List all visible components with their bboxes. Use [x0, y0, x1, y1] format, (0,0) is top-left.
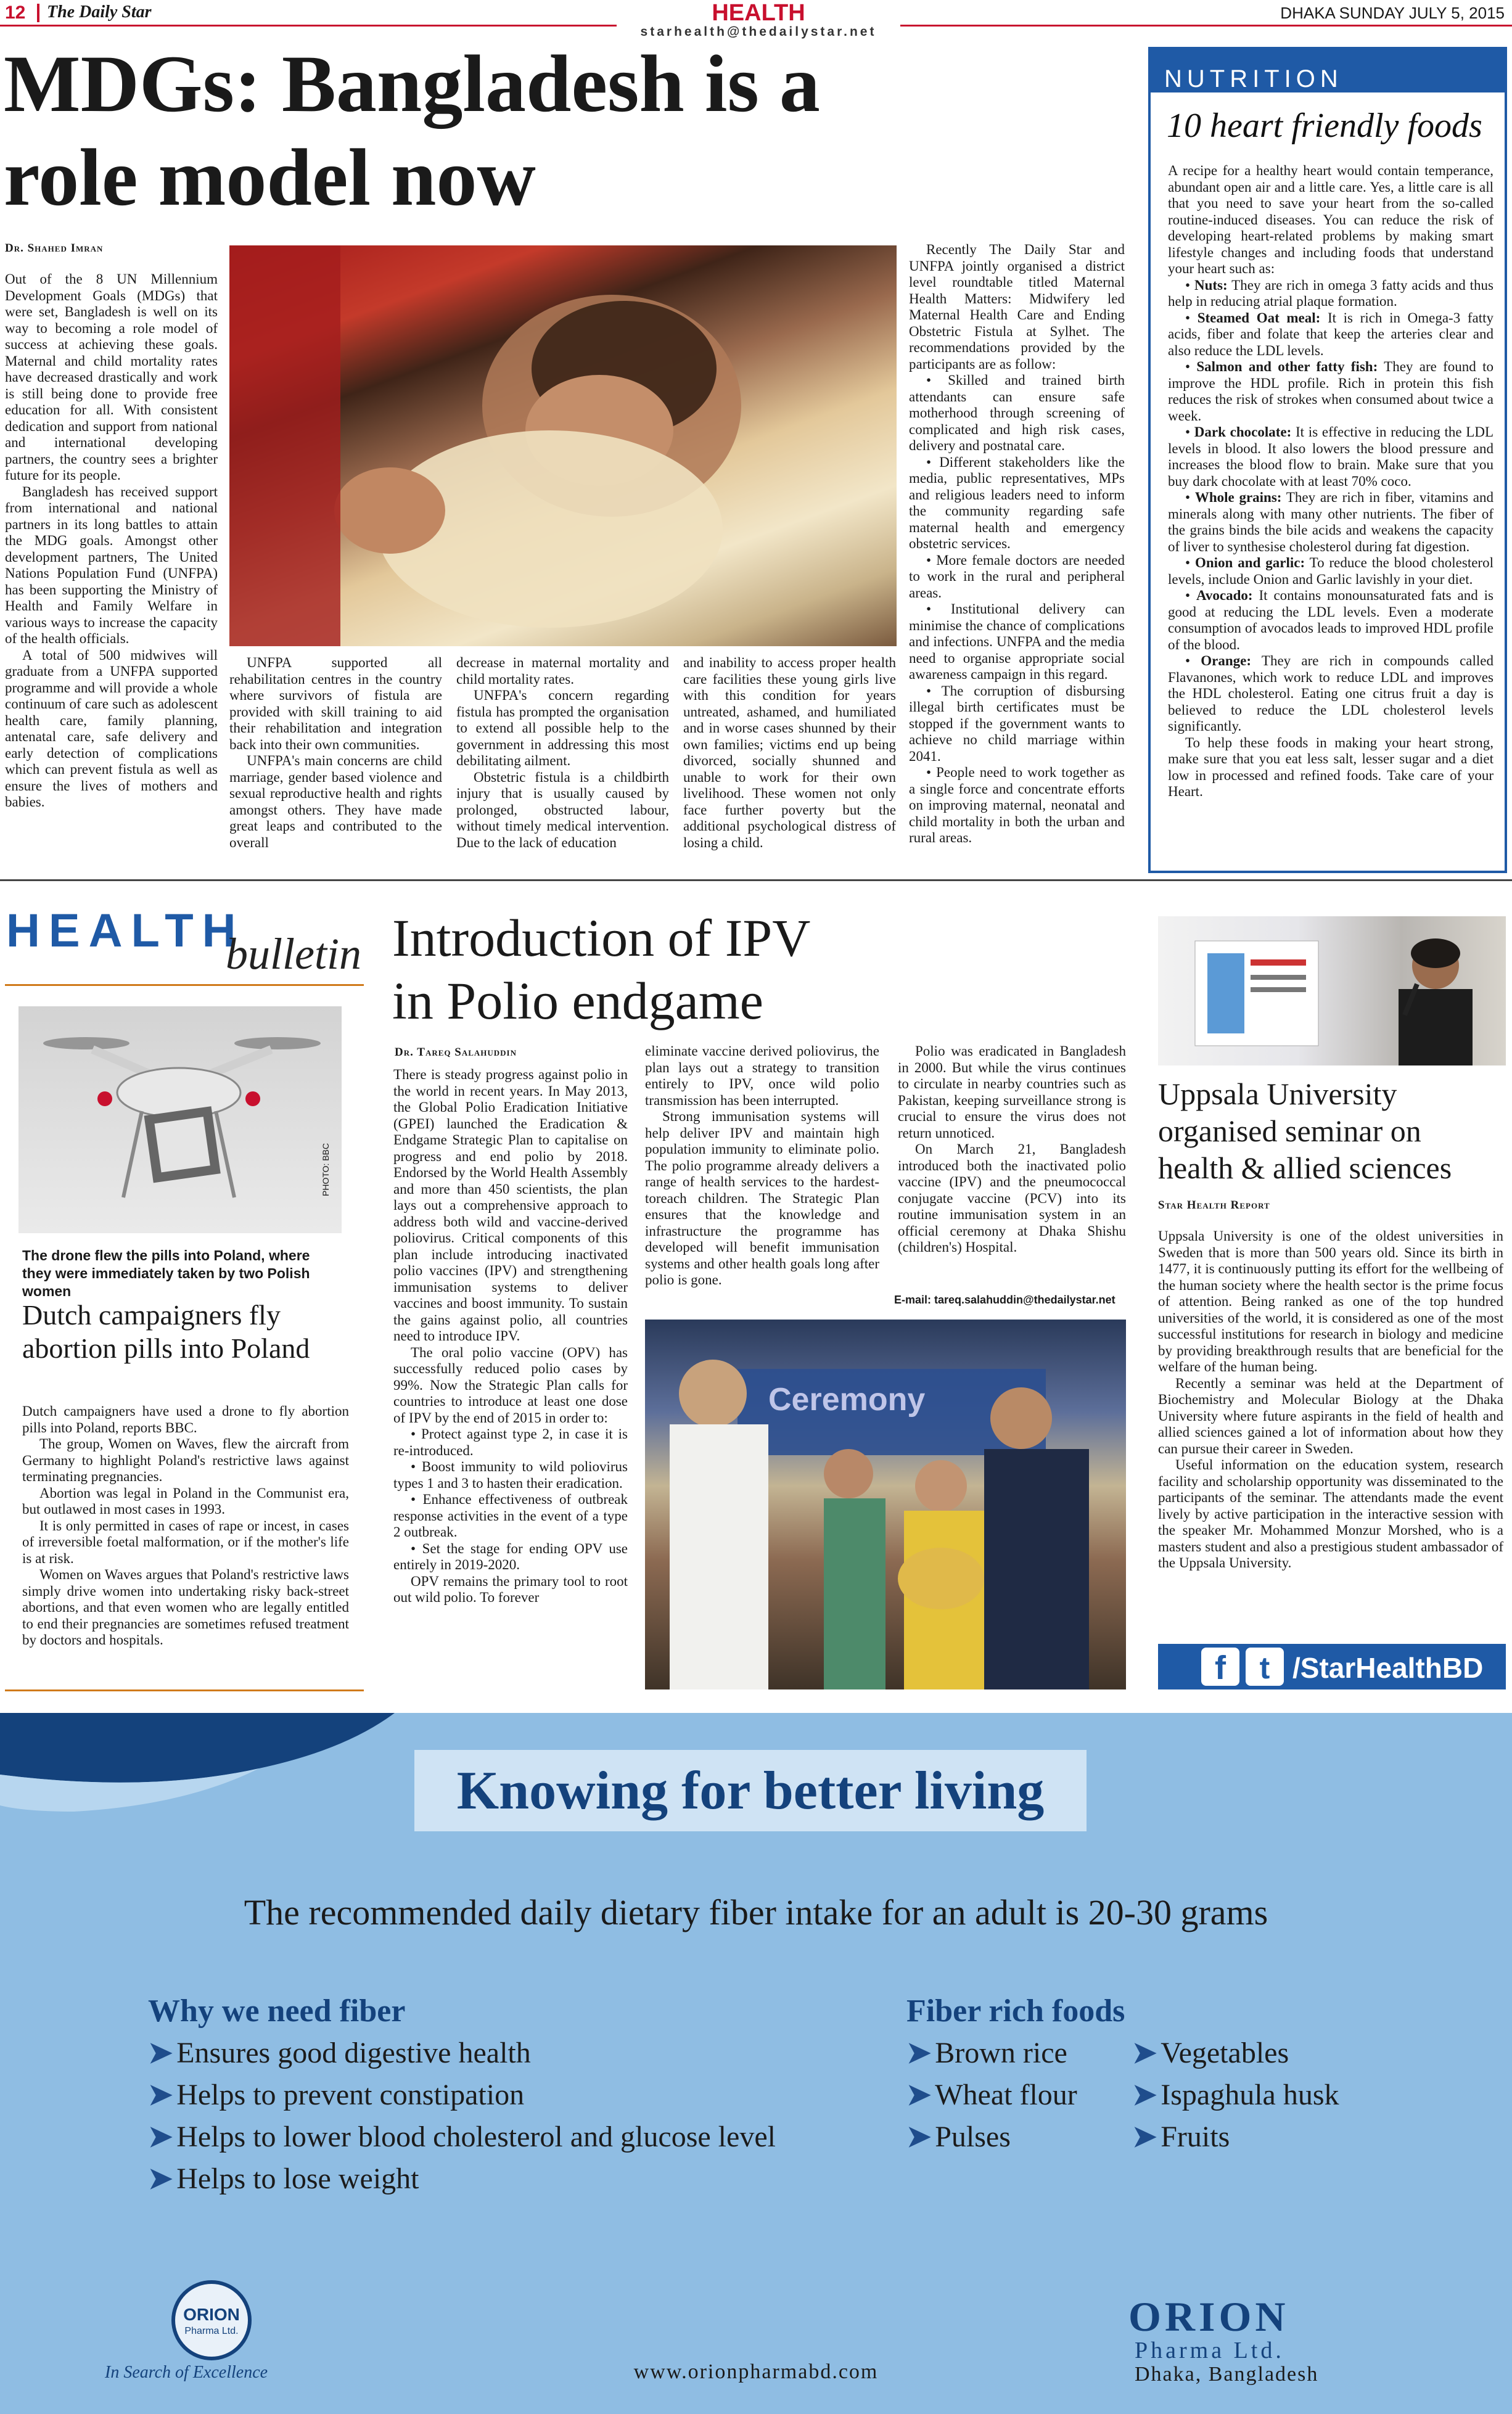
- ipv-col3-p1: Polio was eradicated in Bangladesh in 2000. But while the virus continues to circulate in nearby countries such as Pakistan, keeping surveillance strong is crucial to ensure the virus does not return unnoticed.: [898, 1043, 1126, 1141]
- uppsala-p1: Uppsala University is one of the oldest universities in Sweden that is more than 500 years old. Since its birth in 1477, it is continuously putting its effort for the wellbeing of the human society where the health sector is the prime focus of attention. Being ranked as one of the top hundred universities of the world, it is considered as one of the most successful institutions for research in biology and medicine by providing breakthrough results that are beneficial for the welfare of the human being.: [1158, 1228, 1503, 1374]
- bulletin-p5: Women on Waves argues that Poland's restrictive laws simply drive women into undertaking risky back-street abortions, and that even women who are legally entitled to end their pregnancies are sometimes refused treatment by doctors and hospitals.: [22, 1567, 349, 1648]
- main-col5-point5: • The corruption of disbursing illegal birth certificates must be stopped if the government wants to achieve no child marriage within 2041.: [909, 683, 1125, 764]
- nutrition-item-text: They are rich in omega 3 fatty acids and thus help in reducing atrial plaque formation.: [1168, 277, 1494, 309]
- drone-photo-credit: PHOTO: BBC: [321, 1143, 331, 1196]
- bulletin-bottom-rule: [5, 1689, 364, 1691]
- ceremony-banner-text: Ceremony: [768, 1382, 926, 1418]
- nutrition-body: [1168, 163, 1494, 800]
- nutrition-item-text: It contains monounsaturated fats and is good at reducing the LDL levels. Even a moderate consumption of avocados leads to improved HDL profile of the blood.: [1168, 588, 1494, 652]
- main-headline-line1: MDGs: Bangladesh is a: [4, 38, 820, 129]
- ipv-col2: [645, 1043, 879, 1289]
- main-col2: [229, 655, 442, 851]
- main-col5-point3-text: More female doctors are needed to work in the rural and peripheral areas.: [909, 552, 1125, 601]
- nutrition-item-text: It is rich in Omega-3 fatty acids, fiber and folate that keep the arteries clear and also reduce the LDL levels.: [1168, 310, 1494, 358]
- main-col5-point4-text: Institutional delivery can minimise the chance of complications and infections. UNFPA and the media need to organise appropriate social awareness campaign in this regard.: [909, 601, 1125, 682]
- masthead-rule: [0, 25, 617, 27]
- nutrition-intro: A recipe for a healthy heart would contain temperance, abundant open air and a little care. Yes, a little care is all that you need to save your heart from the so-called routine-induced diseases. You can reduce the risk of developing heart-related problems by making smart lifestyle changes and including foods that understand your heart such as:: [1168, 163, 1494, 276]
- nutrition-title: 10 heart friendly foods: [1167, 107, 1482, 145]
- ipv-headline: [392, 906, 1132, 1032]
- ipv-col3-p2: On March 21, Bangladesh introduced both the inactivated polio vaccine (IPV) and the pneumococcal conjugate vaccine (PCV) into its routine immunisation system in an official ceremony at Dhaka Shishu (children's) Hospital.: [898, 1141, 1126, 1255]
- arrow-right-icon: ➤: [148, 2120, 173, 2153]
- paper-name: The Daily Star: [47, 2, 152, 22]
- ad-food-item-text: Fruits: [1161, 2120, 1230, 2153]
- nutrition-item: • Avocado: It contains monounsaturated fats and is good at reducing the LDL levels. Even a moderate consumption of avocados leads to improved HDL profile of the blood.: [1168, 588, 1494, 652]
- ad-foods-col1: [906, 2032, 1077, 2158]
- main-byline: Dr. Shahed Imran: [5, 242, 104, 255]
- ceremony-illustration: [645, 1320, 1126, 1689]
- ipv-email: E-mail: tareq.salahuddin@thedailystar.net: [894, 1294, 1116, 1306]
- bulletin-p3: Abortion was legal in Poland in the Communist era, but outlawed in most cases in 1993.: [22, 1485, 349, 1517]
- ad-why-item: [148, 2158, 776, 2200]
- ceremony-photo: [645, 1320, 1126, 1689]
- ad-food-item-text: Wheat flour: [935, 2079, 1077, 2111]
- ad-why-item: [148, 2074, 776, 2116]
- section-title: HEALTH: [712, 0, 805, 26]
- social-handle[interactable]: /StarHealthBD: [1292, 1652, 1484, 1684]
- uppsala-photo-art: [1158, 916, 1506, 1065]
- nutrition-item-name: Onion and garlic:: [1194, 555, 1305, 570]
- ad-food-item-text: Pulses: [935, 2120, 1011, 2153]
- uppsala-byline: Star Health Report: [1158, 1199, 1270, 1212]
- arrow-right-icon: ➤: [148, 2037, 173, 2069]
- ad-food-item: [1132, 2074, 1339, 2116]
- nutrition-item-name: Steamed Oat meal:: [1197, 310, 1321, 326]
- main-headline-line2: role model now: [4, 132, 536, 223]
- arrow-right-icon: ➤: [906, 2079, 932, 2111]
- ad-food-item: [906, 2116, 1077, 2158]
- ipv-point-text: Protect against type 2, in case it is re-introduced.: [393, 1426, 628, 1458]
- main-col1-p2: Bangladesh has received support from international and national partners in its long battles to attain the MDG goals. Amongst other development partners, The United Nations Population Fund (UNFPA) has been supporting the Ministry of Health and Family Welfare in various ways to increase the capacity of the health officials.: [5, 483, 218, 646]
- orion-small-logo-text: ORION: [183, 2305, 240, 2324]
- arrow-right-icon: ➤: [1132, 2037, 1157, 2069]
- arrow-right-icon: ➤: [906, 2120, 932, 2153]
- ipv-point: • Protect against type 2, in case it is re-introduced.: [393, 1426, 628, 1458]
- main-col5-point4: • Institutional delivery can minimise the chance of complications and infections. UNFPA and the media need to organise appropriate social awareness campaign in this regard.: [909, 601, 1125, 682]
- arrow-right-icon: ➤: [1132, 2120, 1157, 2153]
- main-col5-intro: Recently The Daily Star and UNFPA jointly organised a district level roundtable titled Maternal Health Matters: Midwifery led Maternal Health Care and Ending Obstetric Fistula at Sylhet. The recommendations provided by the participants are as follow:: [909, 242, 1125, 372]
- drone-caption: The drone flew the pills into Poland, where they were immediately taken by two Polish women: [22, 1247, 310, 1299]
- orion-big-logo: ORION: [1128, 2293, 1289, 2340]
- ad-why-list: [148, 2032, 776, 2200]
- nutrition-item: • Dark chocolate: It is effective in reducing the LDL levels in blood. It also lowers the blood pressure and increases the blood flow to brain. Make sure that you buy dark chocolate with at least 70% coco.: [1168, 424, 1494, 489]
- nutrition-item: • Whole grains: They are rich in fiber, vitamins and minerals along with many other nutrients. The fiber of the grains binds the bile acids and weakens the capacity of liver to synthesise cholesterol during fat digestion.: [1168, 490, 1494, 554]
- ipv-col2-p2: Strong immunisation systems will help deliver IPV and maintain high population immunity to eliminate polio. The polio programme already delivers a range of health services to the hardest-toreach children. The Strategic Plan ensures that the knowledge and infrastructure the programme has developed will benefit immunisation systems and other health goals long after polio is gone.: [645, 1109, 879, 1287]
- main-col3-p1: decrease in maternal mortality and child mortality rates.: [456, 655, 669, 687]
- main-col5-point6-text: People need to work together as a single force and concentrate efforts on improving maternal, neonatal and child mortality in both the urban and rural areas.: [909, 765, 1125, 845]
- nutrition-item-name: Whole grains:: [1194, 490, 1282, 505]
- uppsala-photo: [1158, 916, 1506, 1065]
- main-col1-p1: Out of the 8 UN Millennium Development Goals (MDGs) that were set, Bangladesh is well on its way to becoming a role model of success at achieving these goals. Maternal and child mortality rates have decreased drastically and work is still being done to provide free education for all. With consistent dedication and support from national and international developing partners, the country sees a brighter future for its people.: [5, 271, 218, 483]
- ipv-col1-p2: The oral polio vaccine (OPV) has successfully reduced polio cases by 99%. Now the Strategic Plan calls for countries to introduce at least one dose of IPV by the end of 2015 in order to:: [393, 1344, 628, 1426]
- main-col5-point2: • Different stakeholders like the media, public representatives, MPs and religious leaders need to inform the community regarding safe maternal health and emergency obstetric services.: [909, 454, 1125, 551]
- main-col3-p2: UNFPA's concern regarding fistula has prompted the organisation to extend all possible help to the government in addressing this most debilitating ailment.: [456, 688, 669, 768]
- ad-tagline: In Search of Excellence: [105, 2363, 268, 2382]
- ad-why-item: [148, 2032, 776, 2074]
- main-col3: [456, 655, 669, 851]
- main-col1-p3: A total of 500 midwives will graduate from a UNFPA supported programme and will provide a whole continuum of care such as adolescent health care, family planning, antenatal care, safe delivery and early detection of complications which can prevent fistula as well as ensure the lives of mothers and babies.: [5, 647, 218, 810]
- nutrition-item-text: They are rich in fiber, vitamins and minerals along with many other nutrients. The fiber of the grains binds the bile acids and weakens the capacity of liver to synthesise cholesterol during fat digestion.: [1168, 490, 1494, 554]
- main-col5-point5-text: The corruption of disbursing illegal birth certificates must be stopped if the government wants to achieve no child marriage within 2041.: [909, 683, 1125, 764]
- orion-small-logo-sub: Pharma Ltd.: [184, 2326, 239, 2336]
- ad-foods-title: Fiber rich foods: [906, 1993, 1125, 2029]
- main-col1: [5, 271, 218, 811]
- ad-why-item-text: Helps to lower blood cholesterol and glucose level: [176, 2120, 776, 2153]
- baby-photo-art: [229, 245, 897, 646]
- ad-headline: Knowing for better living: [456, 1761, 1045, 1821]
- bulletin-word-health: HEALTH: [6, 905, 245, 957]
- nutrition-item-name: Avocado:: [1196, 588, 1253, 603]
- baby-photo: [229, 245, 897, 646]
- main-col5-point1: • Skilled and trained birth attendants can ensure safe motherhood through screening of complicated and high risk cases, delivery and postnatal care.: [909, 372, 1125, 453]
- main-col3-p3: Obstetric fistula is a childbirth injury that is usually caused by prolonged, obstructed labour, without timely medical intervention. Due to the lack of education: [456, 769, 669, 850]
- nutrition-item: • Onion and garlic: To reduce the blood cholesterol levels, include Onion and Garlic lavishly in your diet.: [1168, 555, 1494, 587]
- section-email: starhealth@thedailystar.net: [640, 25, 877, 39]
- arrow-right-icon: ➤: [906, 2037, 932, 2069]
- ipv-point-text: Enhance effectiveness of outbreak response activities in the event of a type 2 outbreak.: [393, 1492, 628, 1540]
- ipv-point: • Set the stage for ending OPV use entirely in 2019-2020.: [393, 1540, 628, 1572]
- nutrition-item-name: Salmon and other fatty fish:: [1196, 359, 1378, 374]
- nutrition-item-text: They are rich in compounds called Flavanones, which work to reduce LDL and improves the HDL cholesterol. Eating one citrus fruit a day is believed to reduce the LDL cholesterol levels significantly.: [1168, 653, 1494, 734]
- divider-bar: [37, 4, 39, 22]
- nutrition-item: • Steamed Oat meal: It is rich in Omega-3 fatty acids, fiber and folate that keep the arteries clear and also reduce the LDL levels.: [1168, 310, 1494, 358]
- nutrition-item-text: To reduce the blood cholesterol levels, include Onion and Garlic lavishly in your diet.: [1168, 555, 1494, 587]
- main-col2-p1: UNFPA supported all rehabilitation centres in the country where survivors of fistula are provided with skill training to aid their rehabilitation and integration back into their own communities.: [229, 655, 442, 752]
- bulletin-rule: [5, 984, 364, 986]
- main-col5-point2-text: Different stakeholders like the media, public representatives, MPs and religious leaders need to inform the community regarding safe maternal health and emergency obstetric services.: [909, 454, 1125, 551]
- nutrition-item-text: It is effective in reducing the LDL levels in blood. It also lowers the blood pressure and increases the blood flow to brain. Make sure that you buy dark chocolate with at least 70% coco.: [1168, 424, 1494, 489]
- ad-food-item: [1132, 2032, 1339, 2074]
- nutrition-item: • Salmon and other fatty fish: They are found to improve the HDL profile. Rich in protein this fish reduces the risk of strokes when consumed about twice a week.: [1168, 359, 1494, 424]
- uppsala-p3: Useful information on the education system, research facility and scholarship opportunity was disseminated to the participants of the seminar. The attendants made the event lively by active participation in the interactive session with the speaker Mr. Mohammed Monzur Morshed, who is a masters student and also a prestigious student ambassador of the Uppsala University.: [1158, 1457, 1503, 1570]
- ipv-col1: [393, 1067, 628, 1606]
- nutrition-item-name: Nuts:: [1194, 277, 1228, 293]
- ipv-headline-line2: in Polio endgame: [392, 971, 763, 1030]
- ipv-headline-line1: Introduction of IPV: [392, 908, 811, 967]
- nutrition-item-text: They are found to improve the HDL profile. Rich in protein this fish reduces the risk of strokes when consumed about twice a week.: [1168, 359, 1494, 424]
- orion-ad: [0, 1713, 1512, 2414]
- ipv-point-text: Set the stage for ending OPV use entirely in 2019-2020.: [393, 1540, 628, 1572]
- ad-why-item-text: Helps to lose weight: [176, 2162, 419, 2195]
- twitter-icon[interactable]: t: [1246, 1648, 1284, 1686]
- uppsala-headline: Uppsala University organised seminar on health & allied sciences: [1158, 1077, 1452, 1185]
- page-number: 12: [5, 2, 26, 23]
- main-col5-point6: • People need to work together as a single force and concentrate efforts on improving maternal, neonatal and child mortality in both the urban and rural areas.: [909, 765, 1125, 845]
- nutrition-outro: To help these foods in making your heart strong, make sure that you eat less salt, lesser sugar and a diet low in processed and refined foods. Take care of your Heart.: [1168, 734, 1494, 799]
- main-col5-point3: • More female doctors are needed to work in the rural and peripheral areas.: [909, 552, 1125, 601]
- ad-food-item: [1132, 2116, 1339, 2158]
- ad-subhead: The recommended daily dietary fiber intake for an adult is 20-30 grams: [244, 1892, 1268, 1932]
- dateline: DHAKA SUNDAY JULY 5, 2015: [1280, 4, 1505, 22]
- arrow-right-icon: ➤: [148, 2162, 173, 2195]
- ipv-col2-p1: eliminate vaccine derived poliovirus, the plan lays out a strategy to transition entirely to IPV, once wild polio transmission has been interrupted.: [645, 1043, 879, 1108]
- ipv-point: • Enhance effectiveness of outbreak response activities in the event of a type 2 outbreak.: [393, 1492, 628, 1540]
- main-col4: [683, 655, 896, 851]
- main-col5: [909, 242, 1125, 847]
- ad-food-item-text: Vegetables: [1161, 2037, 1289, 2069]
- main-col2-p2: UNFPA's main concerns are child marriage, gender based violence and sexual reproductive health and rights amongst others. They have made great leaps and contributed to the overall: [229, 753, 442, 850]
- social-bar: [1158, 1644, 1506, 1689]
- main-col5-point1-text: Skilled and trained birth attendants can ensure safe motherhood through screening of complicated and high risk cases, delivery and postnatal care.: [909, 372, 1125, 453]
- ipv-point-text: Boost immunity to wild poliovirus types 1 and 3 to hasten their eradication.: [393, 1459, 628, 1491]
- section-separator: [0, 879, 1512, 881]
- ad-food-item-text: Brown rice: [935, 2037, 1067, 2069]
- main-col4-p1: and inability to access proper health care facilities these young girls live with this condition for years untreated, ashamed, and humiliated and in worse cases shunned by their own families; victims end up being divorced, socially shunned and unable to work for their own livelihood. These women not only face further poverty but the additional psychological distress of losing a child.: [683, 655, 896, 850]
- ipv-byline: Dr. Tareq Salahuddin: [395, 1046, 517, 1059]
- drone-photo: [18, 1006, 342, 1233]
- main-headline: [4, 37, 916, 224]
- bulletin-word-bulletin: bulletin: [226, 929, 361, 979]
- nutrition-item: • Nuts: They are rich in omega 3 fatty acids and thus help in reducing atrial plaque formation.: [1168, 277, 1494, 309]
- nutrition-item: • Orange: They are rich in compounds called Flavanones, which work to reduce LDL and improves the HDL cholesterol. Eating one citrus fruit a day is believed to reduce the LDL cholesterol levels significantly.: [1168, 653, 1494, 734]
- bulletin-body: [22, 1403, 349, 1649]
- ad-website[interactable]: www.orionpharmabd.com: [633, 2360, 879, 2383]
- nutrition-box: [1148, 47, 1507, 873]
- bulletin-p4: It is only permitted in cases of rape or incest, in cases of irreversible foetal malformation, or if the mother's life is at risk.: [22, 1517, 349, 1566]
- ad-swoosh: [0, 1713, 395, 1836]
- ipv-col3: [898, 1043, 1126, 1256]
- ad-food-item: [906, 2032, 1077, 2074]
- masthead-rule-right: [900, 25, 1512, 27]
- arrow-right-icon: ➤: [148, 2079, 173, 2111]
- ad-food-item: [906, 2074, 1077, 2116]
- nutrition-kicker: NUTRITION: [1164, 65, 1343, 92]
- ad-why-item: [148, 2116, 776, 2158]
- uppsala-p2: Recently a seminar was held at the Department of Biochemistry and Molecular Biology at the Dhaka University where future aspirants in the field of health and allied sciences gained a lot of information about how they can pursue their career in Sweden.: [1158, 1375, 1503, 1456]
- uppsala-body: [1158, 1228, 1503, 1572]
- nutrition-item-name: Dark chocolate:: [1194, 424, 1292, 440]
- ad-why-item-text: Ensures good digestive health: [176, 2037, 531, 2069]
- orion-big-logo-city: Dhaka, Bangladesh: [1135, 2363, 1319, 2386]
- ad-why-item-text: Helps to prevent constipation: [176, 2079, 525, 2111]
- ad-foods-col2: [1132, 2032, 1339, 2158]
- ipv-point: • Boost immunity to wild poliovirus types 1 and 3 to hasten their eradication.: [393, 1459, 628, 1491]
- drone-illustration: [18, 1006, 342, 1233]
- facebook-icon[interactable]: f: [1201, 1648, 1239, 1686]
- ad-why-title: Why we need fiber: [148, 1993, 406, 2029]
- nutrition-item-name: Orange:: [1201, 653, 1252, 668]
- ad-food-item-text: Ispaghula husk: [1161, 2079, 1339, 2111]
- ipv-col1-p1: There is steady progress against polio in the world in recent years. In May 2013, the Global Polio Eradication Initiative (GPEI) launched the Eradication & Endgame Strategic Plan to capitalise on progress and end polio by 2018. Endorsed by the World Health Assembly and more than 450 scientists, the plan lays out a comprehensive approach to address both wild and vaccine-derived poliovirus. Critical components of this plan include introducing inactivated polio vaccines (IPV) and strengthening immunisation systems to deliver vaccines and boost immunity. To sustain the gains against polio, all countries need to introduce IPV.: [393, 1067, 628, 1344]
- bulletin-p1: Dutch campaigners have used a drone to fly abortion pills into Poland, reports BBC.: [22, 1403, 349, 1435]
- arrow-right-icon: ➤: [1132, 2079, 1157, 2111]
- bulletin-p2: The group, Women on Waves, flew the aircraft from Germany to highlight Poland's restrictive laws against terminating pregnancies.: [22, 1436, 349, 1484]
- orion-big-logo-sub: Pharma Ltd.: [1135, 2338, 1284, 2363]
- bulletin-headline: Dutch campaigners fly abortion pills into Poland: [22, 1299, 310, 1364]
- ipv-col1-end: OPV remains the primary tool to root out wild polio. To forever: [393, 1573, 628, 1605]
